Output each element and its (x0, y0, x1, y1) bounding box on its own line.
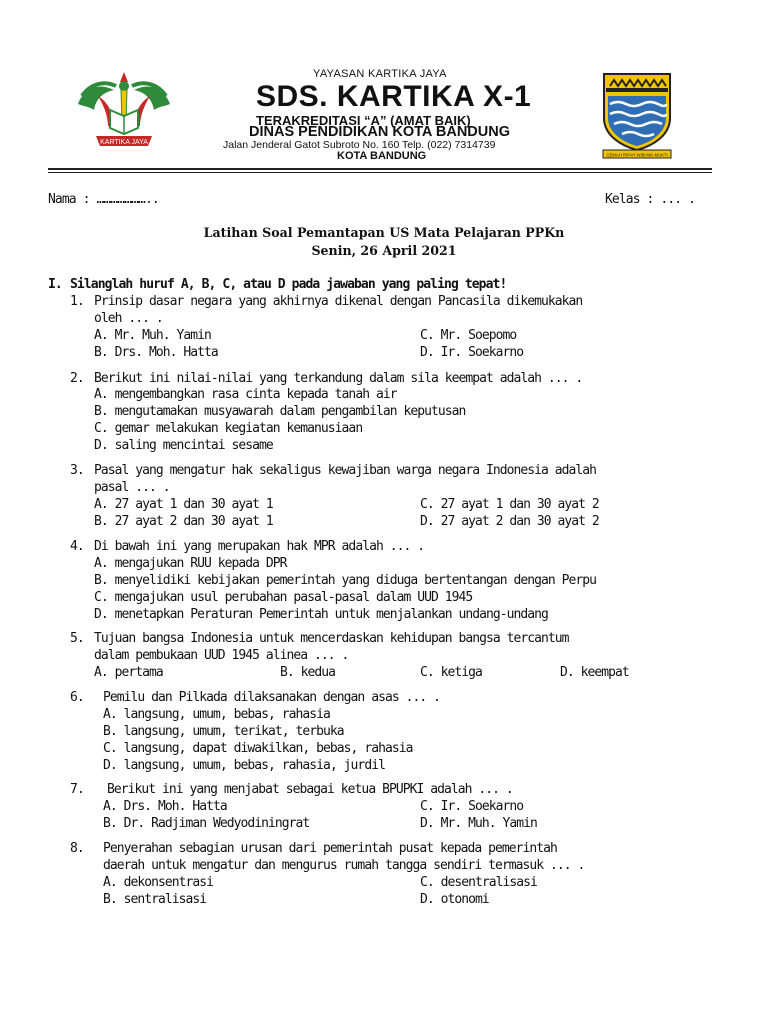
exam-date: Senin, 26 April 2021 (311, 243, 457, 258)
question-text: dalam pembukaan UUD 1945 alinea ... . (94, 648, 349, 663)
option-a[interactable]: A. mengembangkan rasa cinta kepada tanah air (94, 387, 397, 402)
option-d[interactable]: D. Ir. Soekarno (420, 345, 524, 360)
bandung-crest-logo (600, 70, 674, 160)
header-divider-thin (48, 172, 712, 173)
question-text: Penyerahan sebagian urusan dari pemerintah pusat kepada pemerintah (103, 841, 557, 856)
option-c[interactable]: C. langsung, dapat diwakilkan, bebas, rahasia (103, 741, 413, 756)
question-text: Berikut ini nilai-nilai yang terkandung dalam sila keempat adalah ... . (94, 371, 583, 386)
accreditation: TERAKREDITASI “A” (AMAT BAIK) (256, 113, 471, 128)
question-text: Prinsip dasar negara yang akhirnya dikenal dengan Pancasila dikemukakan (94, 294, 583, 309)
option-d[interactable]: D. 27 ayat 2 dan 30 ayat 2 (420, 514, 599, 529)
option-d[interactable]: D. otonomi (420, 892, 489, 907)
option-d[interactable]: D. keempat (560, 665, 629, 680)
option-b[interactable]: B. Dr. Radjiman Wedyodiningrat (103, 816, 310, 831)
question-text: Tujuan bangsa Indonesia untuk mencerdaskan kehidupan bangsa tercantum (94, 631, 569, 646)
option-b[interactable]: B. mengutamakan musyawarah dalam pengambilan keputusan (94, 404, 466, 419)
option-a[interactable]: A. 27 ayat 1 dan 30 ayat 1 (94, 497, 273, 512)
option-c[interactable]: C. Mr. Soepomo (420, 328, 517, 343)
letterhead (0, 0, 768, 180)
question-text: Pemilu dan Pilkada dilaksanakan dengan asas ... . (103, 690, 440, 705)
page-title: Latihan Soal Pemantapan US Mata Pelajaran PPKn (203, 225, 565, 240)
option-a[interactable]: A. Mr. Muh. Yamin (94, 328, 211, 343)
option-c[interactable]: C. 27 ayat 1 dan 30 ayat 2 (420, 497, 599, 512)
question-text: Pasal yang mengatur hak sekaligus kewajiban warga negara Indonesia adalah (94, 463, 596, 478)
option-b[interactable]: B. menyelidiki kebijakan pemerintah yang diduga bertentangan dengan Perpu (94, 573, 596, 588)
question-text: pasal ... . (94, 480, 170, 495)
foundation-name: YAYASAN KARTIKA JAYA (313, 68, 447, 80)
question-text: oleh ... . (94, 311, 163, 326)
option-c[interactable]: C. ketiga (420, 665, 482, 680)
question-number: 7. (70, 782, 84, 797)
city-name: KOTA BANDUNG (337, 150, 427, 162)
option-b[interactable]: B. sentralisasi (103, 892, 207, 907)
question-text: Di bawah ini yang merupakan hak MPR adalah ... . (94, 539, 425, 554)
question-number: 5. (70, 631, 84, 646)
question-number: 6. (70, 690, 84, 705)
header-divider (48, 168, 712, 170)
question-number: 4. (70, 539, 84, 554)
kartika-jaya-logo (74, 66, 174, 158)
option-d[interactable]: D. Mr. Muh. Yamin (420, 816, 537, 831)
question-text: daerah untuk mengatur dan mengurus rumah tangga sendiri termasuk ... . (103, 858, 585, 873)
option-a[interactable]: A. Drs. Moh. Hatta (103, 799, 227, 814)
question-number: 3. (70, 463, 84, 478)
option-d[interactable]: D. langsung, umum, bebas, rahasia, jurdil (103, 758, 385, 773)
option-a[interactable]: A. dekonsentrasi (103, 875, 214, 890)
option-c[interactable]: C. Ir. Soekarno (420, 799, 524, 814)
department-name: DINAS PENDIDIKAN KOTA BANDUNG (249, 124, 510, 140)
question-number: 8. (70, 841, 84, 856)
option-a[interactable]: A. langsung, umum, bebas, rahasia (103, 707, 330, 722)
class-field: Kelas : ... . (605, 192, 696, 207)
name-field: Nama : ………………….. (48, 192, 159, 207)
option-b[interactable]: B. Drs. Moh. Hatta (94, 345, 218, 360)
right-logo-text: GEMAH RIPAH WIBAWA MUKTI (606, 152, 668, 158)
question-number: 2. (70, 371, 84, 386)
option-c[interactable]: C. mengajukan usul perubahan pasal-pasal dalam UUD 1945 (94, 590, 473, 605)
section-instruction (48, 277, 506, 292)
instruction-text: Silanglah huruf A, B, C, atau D pada jawaban yang paling tepat! (70, 277, 507, 292)
option-a[interactable]: A. pertama (94, 665, 163, 680)
option-b[interactable]: B. langsung, umum, terikat, terbuka (103, 724, 344, 739)
section-number: I. (48, 277, 62, 292)
question-text: Berikut ini yang menjabat sebagai ketua BPUPKI adalah ... . (107, 782, 513, 797)
school-name: SDS. KARTIKA X-1 (256, 80, 532, 113)
school-address: Jalan Jenderal Gatot Subroto No. 160 Telp. (022) 7314739 (223, 139, 496, 151)
option-d[interactable]: D. saling mencintai sesame (94, 438, 273, 453)
option-d[interactable]: D. menetapkan Peraturan Pemerintah untuk menjalankan undang-undang (94, 607, 548, 622)
option-b[interactable]: B. kedua (280, 665, 336, 680)
option-b[interactable]: B. 27 ayat 2 dan 30 ayat 1 (94, 514, 273, 529)
left-logo-text: KARTIKA JAYA (100, 139, 148, 146)
option-c[interactable]: C. desentralisasi (420, 875, 537, 890)
option-c[interactable]: C. gemar melakukan kegiatan kemanusiaan (94, 421, 363, 436)
question-number: 1. (70, 294, 84, 309)
option-a[interactable]: A. mengajukan RUU kepada DPR (94, 556, 287, 571)
